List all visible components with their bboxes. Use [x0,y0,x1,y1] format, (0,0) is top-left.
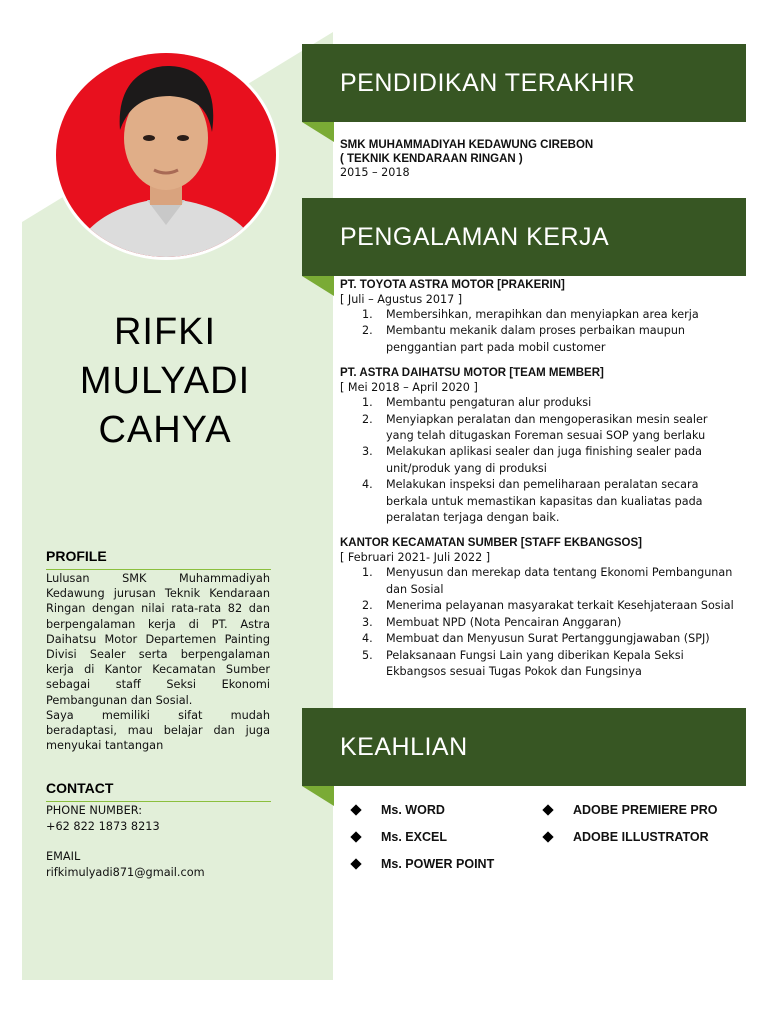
education-tab-accent [302,122,334,142]
task-item: 2. Membantu mekanik dalam proses perbaikan maupun penggantian part pada mobil customer [362,324,685,354]
skill-item: Ms. EXCEL [352,830,447,844]
name-line-2: MULYADI [79,360,251,402]
skills-header [302,708,746,786]
name-line-3: CAHYA [98,409,232,451]
job-entry [340,536,740,680]
skills-title: KEAHLIAN [340,732,468,761]
education-title: PENDIDIKAN TERAKHIR [340,68,636,97]
contact-heading: CONTACT [46,780,114,796]
task-item: 1. Membersihkan, merapihkan dan menyiapkan area kerja [362,308,699,321]
job-title: PT. TOYOTA ASTRA MOTOR [PRAKERIN] [340,279,565,291]
task-item: 4. Melakukan inspeksi dan pemeliharaan peralatan secara berkala untuk memastikan kapasitas dan kualiatas pada peralatan terjaga dengan baik. [362,478,703,525]
job-period: [ Februari 2021- Juli 2022 ] [340,551,491,565]
candidate-name [40,308,290,455]
job-period: [ Juli – Agustus 2017 ] [340,293,463,306]
experience-tab-accent [302,276,334,296]
email-address: rifkimulyadi871@gmail.com [46,865,205,879]
task-item: 1. Membantu pengaturan alur produksi [362,396,592,410]
job-tasks [340,395,740,526]
education-header [302,44,746,122]
phone-number: +62 822 1873 8213 [46,819,160,833]
diamond-bullet-icon [350,804,361,815]
skill-item: ADOBE ILLUSTRATOR [544,830,709,844]
experience-title: PENGALAMAN KERJA [340,222,610,251]
job-tasks [340,307,740,356]
job-tasks [340,565,740,680]
diamond-bullet-icon [350,858,361,869]
diamond-bullet-icon [542,804,553,815]
job-period: [ Mei 2018 – April 2020 ] [340,381,478,395]
email-label: EMAIL [46,850,81,863]
contact-divider [46,801,271,802]
diamond-bullet-icon [542,831,553,842]
school-name: SMK MUHAMMADIYAH KEDAWUNG CIREBON [340,139,594,151]
experience-header [302,198,746,276]
school-major: ( TEKNIK KENDARAAN RINGAN ) [340,153,523,165]
task-item: 2. Menerima pelayanan masyarakat terkait Kesehjateraan Sosial [362,599,734,613]
contact-block [46,803,276,880]
phone-label: PHONE NUMBER: [46,804,143,817]
task-item: 4. Membuat dan Menyusun Surat Pertanggungjawaban (SPJ) [362,632,710,646]
profile-photo [52,50,280,260]
task-item: 2. Menyiapkan peralatan dan mengoperasikan mesin sealer yang telah ditugaskan Foreman sesuai SOP yang berlaku [362,412,708,443]
profile-text [46,571,270,753]
skill-item: Ms. POWER POINT [352,857,494,871]
job-entry [340,278,740,356]
experience-list [340,278,740,680]
profile-heading: PROFILE [46,548,107,564]
skills-tab-accent [302,786,334,806]
diamond-bullet-icon [350,831,361,842]
skill-item: Ms. WORD [352,803,445,817]
school-years: 2015 – 2018 [340,166,410,179]
skill-item: ADOBE PREMIERE PRO [544,803,717,817]
job-title: PT. ASTRA DAIHATSU MOTOR [TEAM MEMBER] [340,367,604,380]
profile-paragraph: Lulusan SMK Muhammadiyah Kedawung jurusan Teknik Kendaraan Ringan dengan nilai rata-rata 82 dan berpengalaman kerja di PT. Astra Daihatsu Motor Departemen Painting Divisi Sealer serta berpengalaman kerja di Kantor Kecamatan Sumber sebagai staff Seksi Ekonomi Pembangunan dan Sosial. [46,572,270,707]
name-line-1: RIFKI [113,311,217,353]
task-item: 1. Menyusun dan merekap data tentang Ekonomi Pembangunan dan Sosial [362,566,733,596]
task-item: 3. Membuat NPD (Nota Pencairan Anggaran) [362,615,622,629]
task-item: 5. Pelaksanaan Fungsi Lain yang diberikan Kepala Seksi Ekbangsos sesuai Tugas Pokok dan Fungsinya [362,648,684,678]
job-title: KANTOR KECAMATAN SUMBER [STAFF EKBANGSOS] [340,537,642,550]
profile-paragraph: Saya memiliki sifat mudah beradaptasi, mau belajar dan juga menyukai tantangan [46,708,270,753]
profile-divider [46,569,271,570]
education-details [340,138,740,180]
job-entry [340,366,740,526]
task-item: 3. Melakukan aplikasi sealer dan juga finishing sealer pada unit/produk yang di produksi [362,445,702,475]
